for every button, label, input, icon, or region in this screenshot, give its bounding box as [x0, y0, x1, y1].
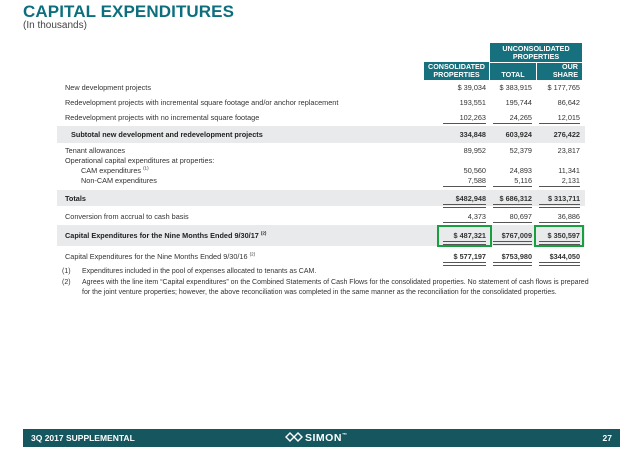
row-label-new-development: New development projects: [65, 83, 151, 92]
value-subtotal-share: 276,422: [553, 130, 580, 139]
value-redev-no-total: 24,265: [509, 113, 532, 122]
value-capex-2017-share: $ 350,597: [547, 231, 580, 240]
row-label-capex-2016: [65, 252, 255, 261]
row-label-totals: Totals: [65, 194, 86, 203]
cam-footnote-marker: (1): [143, 165, 149, 171]
simon-logo-icon: [285, 432, 305, 442]
header-consolidated-line1: CONSOLIDATED: [428, 62, 485, 71]
page-title: CAPITAL EXPENDITURES: [23, 2, 235, 21]
value-redev-no-consolidated: 102,263: [459, 113, 486, 122]
footer-page-number: 27: [602, 433, 612, 443]
footnote-2-number: (2): [62, 279, 71, 286]
value-new-dev-total: $ 383,915: [499, 83, 532, 92]
footnote-1-number: (1): [62, 268, 71, 275]
header-total-label: TOTAL: [501, 70, 525, 79]
value-capex-2017-consolidated: $ 487,321: [453, 231, 486, 240]
header-our-share: [537, 62, 582, 80]
footer-supplemental-label: 3Q 2017 SUPPLEMENTAL: [31, 433, 135, 443]
footnote-2-text: Agrees with the line item “Capital expenditures” on the Combined Statements of Cash Flows for the consolidated properties. No statement of cash flows is prepared: [82, 279, 589, 286]
cam-label-text: CAM expenditures: [81, 166, 142, 175]
row-label-non-cam: Non-CAM expenditures: [81, 176, 157, 185]
header-consolidated-line2: PROPERTIES: [433, 70, 480, 79]
capex-2016-footnote-marker: (2): [249, 251, 256, 257]
row-label-subtotal: Subtotal new development and redevelopment projects: [71, 130, 263, 139]
value-redev-incr-share: 86,642: [557, 98, 580, 107]
value-conversion-consolidated: 4,373: [467, 212, 486, 221]
row-label-cam: [81, 166, 149, 175]
value-cam-total: 24,893: [509, 166, 532, 175]
header-our-share-line2: SHARE: [552, 70, 578, 79]
header-consolidated: [424, 62, 489, 80]
row-label-redev-incremental: Redevelopment projects with incremental square footage and/or anchor replacement: [65, 98, 339, 107]
row-label-operational-capex: Operational capital expenditures at properties:: [65, 156, 215, 165]
value-capex-2016-total: $753,980: [501, 252, 532, 261]
value-capex-2017-total: $767,009: [501, 231, 532, 240]
header-unconsolidated-label: UNCONSOLIDATED PROPERTIES: [502, 44, 570, 61]
value-new-dev-share: $ 177,765: [547, 83, 580, 92]
row-label-capex-2017: [65, 231, 266, 240]
value-subtotal-total: 603,924: [505, 130, 532, 139]
value-tenant-share: 23,817: [557, 146, 580, 155]
value-noncam-consolidated: 7,588: [467, 176, 486, 185]
row-label-tenant-allowances: Tenant allowances: [65, 146, 126, 155]
value-redev-no-share: 12,015: [557, 113, 580, 122]
value-cam-consolidated: 50,560: [463, 166, 486, 175]
footnote-2-continuation: for the joint venture properties; however, the above reconciliation was completed in the same manner as the reconciliation for the consolidated properties.: [82, 289, 557, 296]
value-conversion-share: 36,886: [557, 212, 580, 221]
value-new-dev-consolidated: $ 39,034: [457, 83, 486, 92]
footer-brand-name: SIMON: [305, 432, 342, 444]
value-totals-consolidated: $482,948: [455, 194, 486, 203]
header-our-share-line1: OUR: [562, 62, 578, 71]
footer-brand: SIMON™: [285, 432, 347, 444]
header-unconsolidated: [490, 43, 582, 62]
page-footer: [23, 429, 620, 447]
value-tenant-total: 52,379: [509, 146, 532, 155]
capex-2016-label-text: Capital Expenditures for the Nine Months Ended 9/30/16: [65, 252, 248, 261]
value-tenant-consolidated: 89,952: [463, 146, 486, 155]
value-noncam-share: 2,131: [561, 176, 580, 185]
value-totals-share: $ 313,711: [547, 194, 580, 203]
value-cam-share: 11,341: [558, 166, 580, 175]
footnote-1-text: Expenditures included in the pool of expenses allocated to tenants as CAM.: [82, 268, 317, 275]
value-subtotal-consolidated: 334,848: [459, 130, 486, 139]
value-redev-incr-consolidated: 193,551: [459, 98, 486, 107]
highlight-box-our-share: [534, 225, 584, 247]
value-noncam-total: 5,116: [514, 176, 532, 185]
value-conversion-total: 80,697: [509, 212, 532, 221]
page-subtitle: (In thousands): [23, 20, 87, 31]
highlight-box-consolidated: [437, 225, 492, 247]
header-total: [490, 62, 536, 80]
capex-2017-footnote-marker: (2): [260, 230, 267, 236]
value-capex-2016-share: $344,050: [549, 252, 580, 261]
value-redev-incr-total: 195,744: [505, 98, 532, 107]
row-label-conversion: Conversion from accrual to cash basis: [65, 212, 189, 221]
row-label-redev-no-incremental: Redevelopment projects with no incremental square footage: [65, 113, 260, 122]
capex-2017-label-text: Capital Expenditures for the Nine Months Ended 9/30/17: [65, 231, 259, 240]
value-capex-2016-consolidated: $ 577,197: [453, 252, 486, 261]
value-totals-total: $ 686,312: [499, 194, 532, 203]
